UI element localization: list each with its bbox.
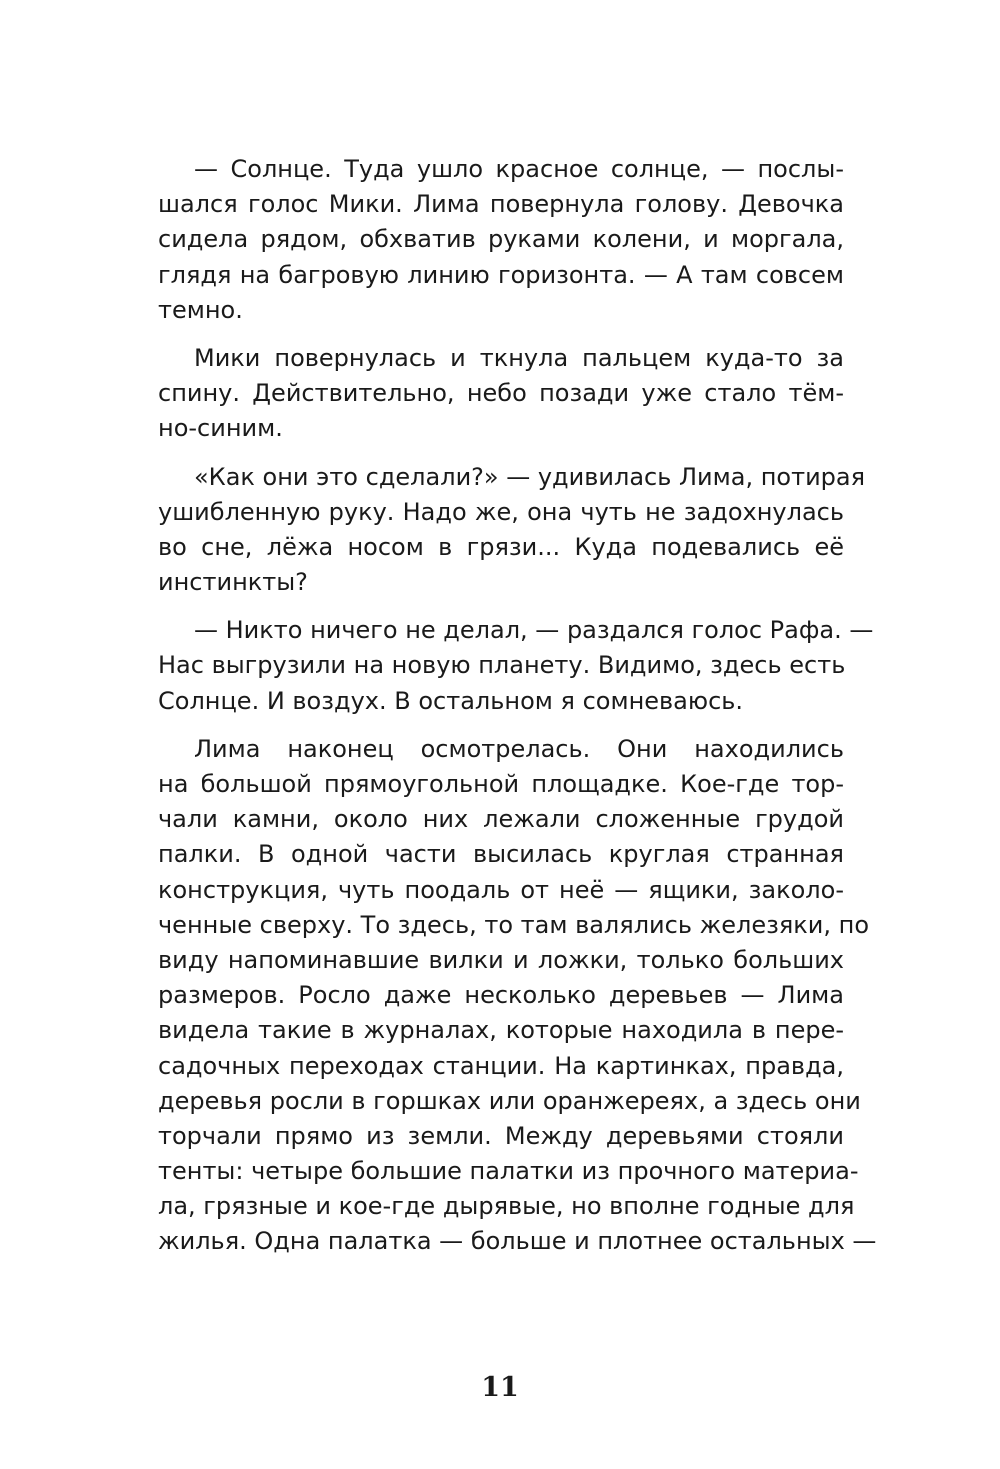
- text-line: торчали прямо из земли. Между деревьями стояли: [158, 1121, 844, 1150]
- text-line: «Как они это сделали?» — удивилась Лима, потирая: [194, 462, 866, 491]
- text-line: сидела рядом, обхватив руками колени, и моргала,: [158, 225, 844, 254]
- text-line: — Никто ничего не делал, — раздался голос Рафа. —: [194, 616, 874, 645]
- text-line: Нас выгрузили на новую планету. Видимо, здесь есть: [158, 651, 846, 680]
- text-line: жилья. Одна палатка — больше и плотнее остальных —: [158, 1227, 877, 1256]
- text-line: спину. Действительно, небо позади уже стало тём-: [158, 379, 844, 408]
- text-line: Лима наконец осмотрелась. Они находились: [194, 734, 844, 763]
- text-line: во сне, лёжа носом в грязи... Куда подевались её: [158, 532, 844, 561]
- text-line: на большой прямоугольной площадке. Кое-где тор-: [158, 770, 844, 798]
- text-line: палки. В одной части высилась круглая странная: [158, 840, 844, 869]
- text-line: темно.: [158, 295, 243, 324]
- text-line: тенты: четыре большие палатки из прочного материа-: [158, 1157, 859, 1186]
- page-number: 11: [481, 1372, 519, 1403]
- text-line: глядя на багровую линию горизонта. — А там совсем: [158, 260, 844, 289]
- text-line: видела такие в журналах, которые находила в пере-: [158, 1016, 844, 1045]
- text-line: деревья росли в горшках или оранжереях, а здесь они: [158, 1086, 861, 1115]
- text-line: инстинкты?: [158, 568, 308, 597]
- text-line: конструкция, чуть поодаль от неё — ящики, заколо-: [158, 875, 844, 904]
- paragraph: [158, 732, 877, 1260]
- text-line: садочных переходах станции. На картинках, правда,: [158, 1051, 844, 1080]
- text-line: но-синим.: [158, 414, 283, 443]
- text-line: шался голос Мики. Лима повернула голову. Девочка: [158, 190, 844, 219]
- paragraph: [158, 152, 844, 328]
- text-line: Солнце. И воздух. В остальном я сомневаюсь.: [158, 686, 744, 715]
- text-line: ла, грязные и кое-где дырявые, но вполне годные для: [158, 1192, 855, 1221]
- text-line: ушибленную руку. Надо же, она чуть не задохнулась: [158, 497, 844, 526]
- text-line: виду напоминавшие вилки и ложки, только больших: [158, 945, 844, 974]
- paragraph: [158, 613, 874, 719]
- text-line: чали камни, около них лежали сложенные грудой: [158, 805, 844, 834]
- text-line: Мики повернулась и ткнула пальцем куда-то за: [194, 343, 844, 372]
- paragraph: [158, 341, 844, 447]
- text-line: — Солнце. Туда ушло красное солнце, — послы-: [194, 155, 844, 183]
- paragraph: [158, 460, 866, 601]
- text-line: ченные сверху. То здесь, то там валялись железяки, по: [158, 910, 870, 939]
- text-line: размеров. Росло даже несколько деревьев — Лима: [158, 981, 844, 1010]
- body-text: [158, 152, 877, 1273]
